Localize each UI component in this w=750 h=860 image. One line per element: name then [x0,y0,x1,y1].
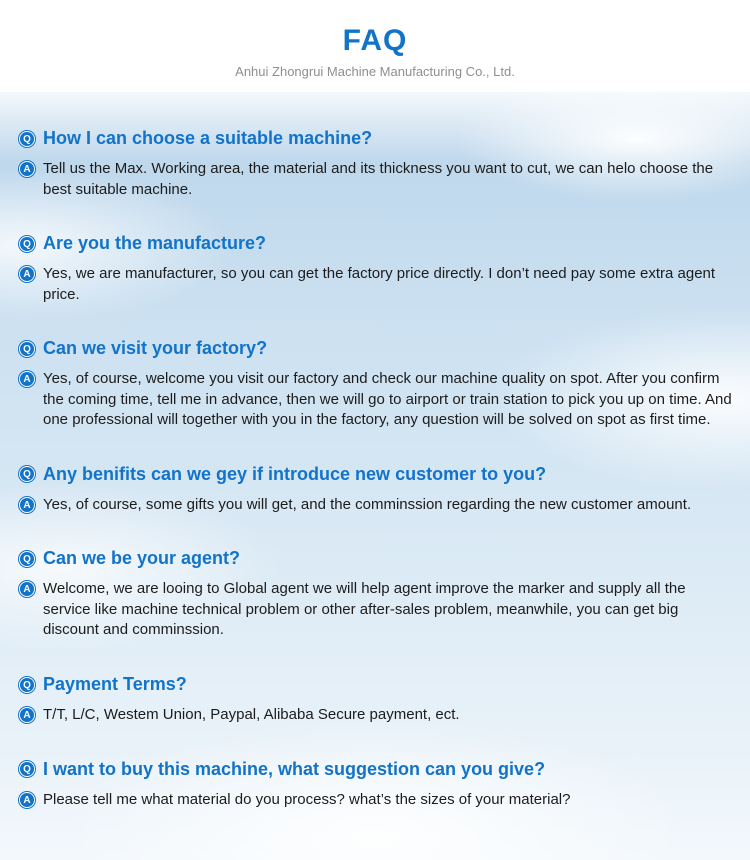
faq-item [18,674,732,726]
answer-circle-icon: A [19,371,35,387]
answer-circle-icon: A [19,707,35,723]
question-text: Payment Terms? [43,674,187,695]
question-row [18,759,732,780]
question-row [18,128,732,149]
answer-row [18,369,732,431]
faq-item [18,233,732,305]
faq-list [0,92,750,860]
answer-circle-icon: A [19,161,35,177]
question-row [18,548,732,569]
faq-item [18,548,732,641]
answer-row [18,264,732,305]
answer-row [18,705,732,726]
question-row [18,674,732,695]
faq-item [18,759,732,811]
question-row [18,233,732,254]
question-text: Can we be your agent? [43,548,241,569]
page-header [0,0,750,92]
answer-text: Welcome, we are looing to Global agent we will help agent improve the marker and supply all the service like machine technical problem or other after-sales problem, meanwhile, you can get big discount and comminssion. [43,580,686,639]
page-title: FAQ [342,24,408,57]
answer-circle-icon: A [19,497,35,513]
question-row [18,338,732,359]
answer-row [18,579,732,641]
question-circle-icon: Q [19,551,35,567]
question-text: Any benifits can we gey if introduce new customer to you? [43,463,547,484]
question-circle-icon: Q [19,131,35,147]
question-circle-icon: Q [19,341,35,357]
question-row [18,464,732,485]
faq-item [18,128,732,200]
question-text: I want to buy this machine, what suggestion can you give? [43,758,546,779]
answer-text: Tell us the Max. Working area, the material and its thickness you want to cut, we can helo choose the best suitable machine. [43,160,714,198]
faq-item [18,338,732,431]
question-text: Can we visit your factory? [43,338,268,359]
company-name: Anhui Zhongrui Machine Manufacturing Co., Ltd. [235,64,515,79]
faq-item [18,464,732,516]
question-circle-icon: Q [19,236,35,252]
answer-row [18,495,732,516]
question-circle-icon: Q [19,466,35,482]
answer-text: Yes, of course, welcome you visit our factory and check our machine quality on spot. After you confirm the coming time, tell me in advance, then we will go to airport or train station to pick you up on time. And one professional will together with you in the factory, any question will be solved on spot as first time. [43,370,732,429]
question-circle-icon: Q [19,677,35,693]
answer-row [18,790,732,811]
question-text: Are you the manufacture? [43,233,267,254]
answer-text: Yes, of course, some gifts you will get, and the comminssion regarding the new customer amount. [43,495,692,513]
answer-text: Yes, we are manufacturer, so you can get the factory price directly. I don’t need pay some extra agent price. [43,265,716,303]
answer-circle-icon: A [19,792,35,808]
question-text: How I can choose a suitable machine? [43,128,373,148]
question-circle-icon: Q [19,761,35,777]
answer-text: Please tell me what material do you process? what’s the sizes of your material? [43,790,571,808]
answer-row [18,159,732,200]
answer-circle-icon: A [19,266,35,282]
answer-text: T/T, L/C, Westem Union, Paypal, Alibaba Secure payment, ect. [43,706,460,724]
answer-circle-icon: A [19,581,35,597]
